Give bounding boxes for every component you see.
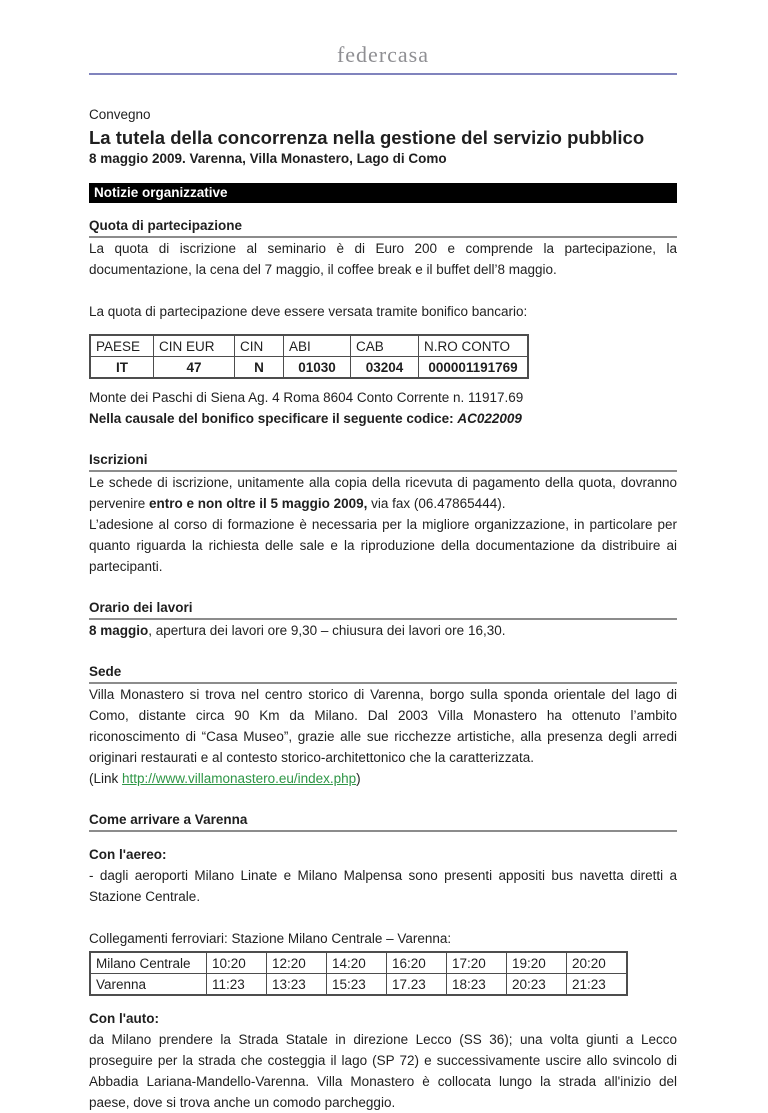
banner-notizie-organizzative: Notizie organizzative [89,183,677,203]
link-suffix: ) [356,771,361,786]
auto-paragraph: da Milano prendere la Strada Statale in direzione Lecco (SS 36); una volta giunti a Lecco proseguire per la strada che costeggia il lago (SP 72) e successivamente uscire allo svincolo di Abbadia Lariana-Mandello-Varenna. Villa Monastero è collocata lungo la strada all'inizio del paese, dove si trova anche un comodo parcheggio. [89,1032,677,1110]
iscrizioni-paragraph-1 [89,472,677,514]
train-schedule-table [89,951,628,996]
train-time: 17.23 [387,974,447,996]
brand-header [89,42,677,75]
iscrizioni-post: via fax (06.47865444). [367,496,506,511]
train-time: 19:20 [507,952,567,974]
train-time: 13:23 [267,974,327,996]
train-time: 10:20 [207,952,267,974]
table-row [90,335,528,357]
bank-header-abi: ABI [284,335,351,357]
train-time: 20:20 [567,952,628,974]
bank-value-paese: IT [90,357,154,379]
table-row [90,952,627,974]
document-content [89,42,677,1113]
train-intro-line: Collegamenti ferroviari: Stazione Milano Centrale – Varenna: [89,931,452,946]
train-time: 11:23 [207,974,267,996]
train-time: 14:20 [327,952,387,974]
bank-value-cab: 03204 [351,357,419,379]
train-station-varenna: Varenna [90,974,207,996]
federcasa-logo: federcasa [336,42,430,67]
causale-text: Nella causale del bonifico specificare il seguente codice: [89,411,458,426]
orario-line [89,620,677,641]
sede-link-line [89,768,677,789]
quota-paragraph: La quota di iscrizione al seminario è di Euro 200 e comprende la partecipazione, la documentazione, la cena del 7 maggio, il coffee break e il buffet dell’8 maggio. [89,241,677,277]
bank-details-table [89,334,529,379]
bank-value-cin-eur: 47 [154,357,235,379]
table-row [90,974,627,996]
bank-value-abi: 01030 [284,357,351,379]
villamonastero-link[interactable]: http://www.villamonastero.eu/index.php [122,771,357,786]
heading-orario-dei-lavori: Orario dei lavori [89,598,677,620]
iscrizioni-pre: Le schede di iscrizione, unitamente alla copia della ricevuta di pagamento della quota, dovranno pervenire [89,475,677,511]
event-kicker: Convegno [89,107,151,122]
bank-header-paese: PAESE [90,335,154,357]
train-time: 17:20 [447,952,507,974]
heading-sede: Sede [89,662,677,684]
aereo-paragraph: - dagli aeroporti Milano Linate e Milano Malpensa sono presenti appositi bus navetta diretti a Stazione Centrale. [89,868,677,904]
bank-value-cin: N [235,357,284,379]
bank-header-cab: CAB [351,335,419,357]
train-time: 18:23 [447,974,507,996]
link-prefix: (Link [89,771,123,786]
sede-paragraph: Villa Monastero si trova nel centro storico di Varenna, borgo sulla sponda orientale del lago di Como, distante circa 90 Km da Milano. Dal 2003 Villa Monastero ha ottenuto l’ambito riconoscimento di “Casa Museo”, grazie alle sue ricchezze artistiche, alla presenza degli arredi originari restaurati e al contesto storico-architettonico che la caratterizzata. [89,687,677,765]
bank-causale-line [89,408,677,429]
bank-value-nro-conto: 000001191769 [419,357,529,379]
train-station-milano: Milano Centrale [90,952,207,974]
heading-iscrizioni: Iscrizioni [89,450,677,472]
bank-header-cin-eur: CIN EUR [154,335,235,357]
train-time: 15:23 [327,974,387,996]
page-title: La tutela della concorrenza nella gestione del servizio pubblico [89,127,645,148]
train-time: 20:23 [507,974,567,996]
causale-code: AC022009 [457,411,522,426]
label-con-aereo: Con l'aereo: [89,847,167,862]
iscrizioni-paragraph-2: L’adesione al corso di formazione è necessaria per la migliore organizzazione, in particolare per quanto riguarda la richiesta delle sale e la riproduzione della documentazione da distribuire ai partecipanti. [89,517,677,574]
train-time: 16:20 [387,952,447,974]
bank-header-nro-conto: N.RO CONTO [419,335,529,357]
event-date-location: 8 maggio 2009. Varenna, Villa Monastero, Lago di Como [89,151,447,166]
bank-account-line: Monte dei Paschi di Siena Ag. 4 Roma 8604 Conto Corrente n. 11917.69 [89,390,524,405]
iscrizioni-deadline: entro e non oltre il 5 maggio 2009, [149,496,368,511]
orario-date: 8 maggio [89,623,149,638]
heading-come-arrivare: Come arrivare a Varenna [89,810,677,832]
label-con-auto: Con l'auto: [89,1011,159,1026]
bank-header-cin: CIN [235,335,284,357]
train-time: 12:20 [267,952,327,974]
table-row [90,357,528,379]
heading-quota-di-partecipazione: Quota di partecipazione [89,216,677,238]
quota-bonifico-line: La quota di partecipazione deve essere versata tramite bonifico bancario: [89,304,528,319]
train-time: 21:23 [567,974,628,996]
orario-times: , apertura dei lavori ore 9,30 – chiusura dei lavori ore 16,30. [148,623,506,638]
